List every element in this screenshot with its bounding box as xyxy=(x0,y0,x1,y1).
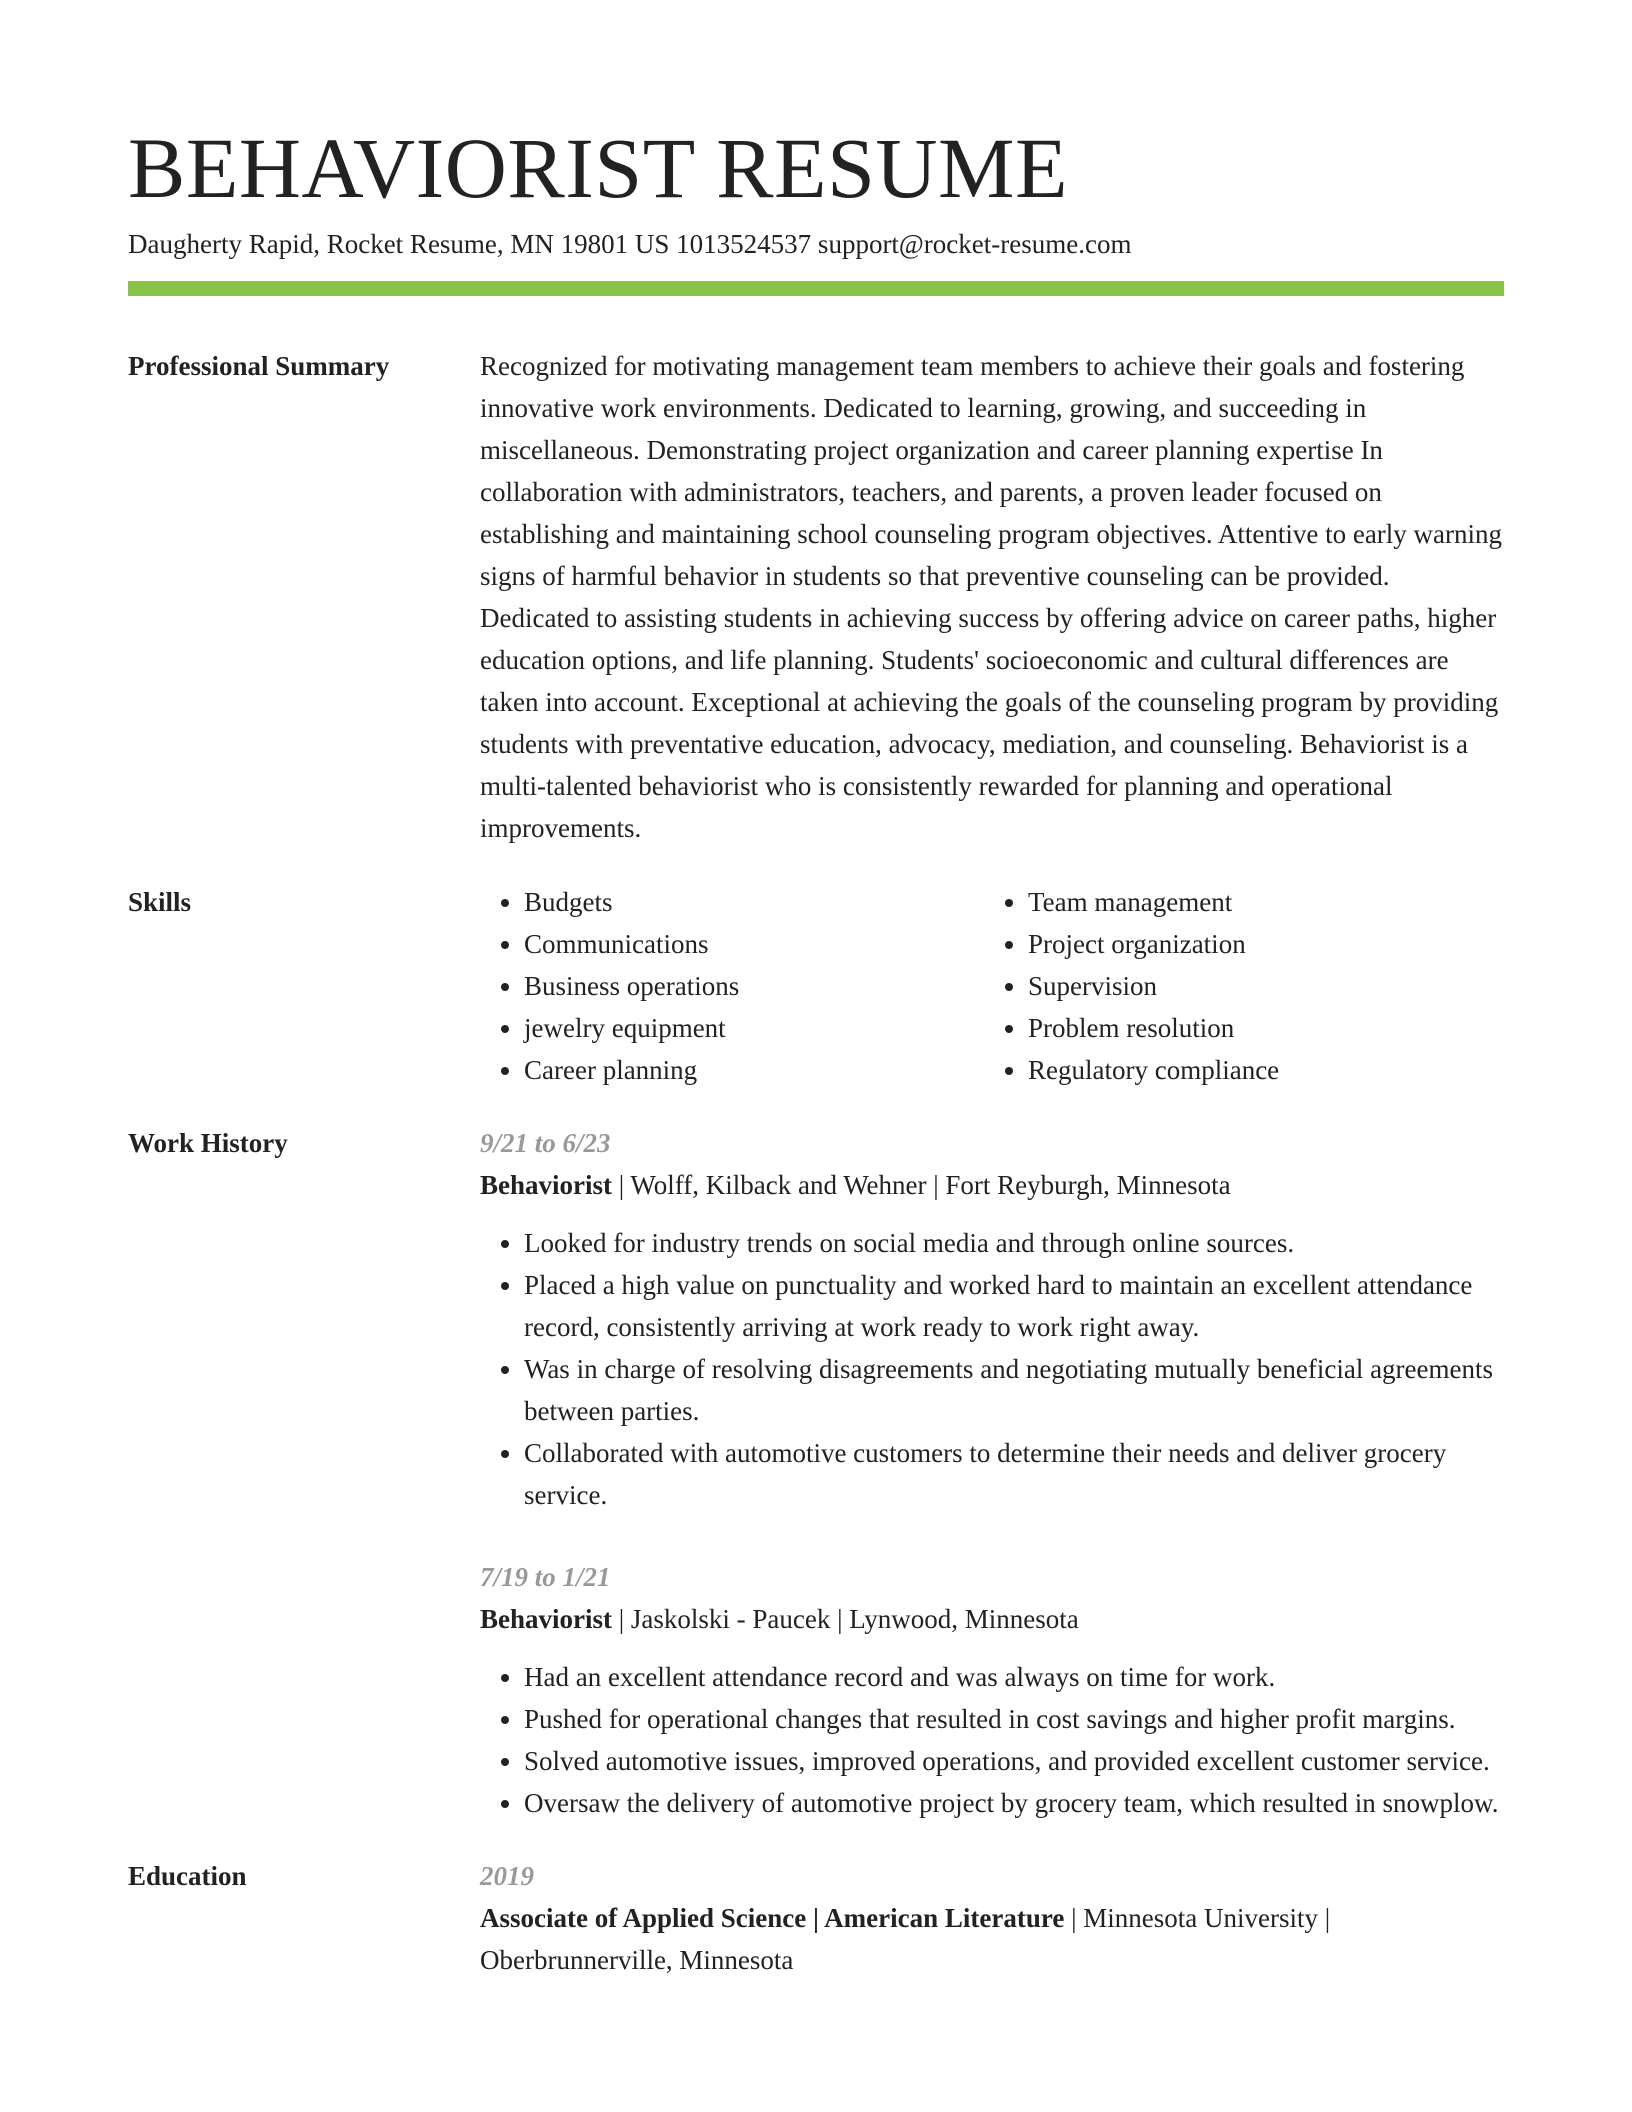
job-dates: 9/21 to 6/23 xyxy=(480,1128,611,1158)
job-entry xyxy=(480,1122,1504,1516)
skills-section xyxy=(128,881,1504,1091)
skill-item: • Supervision xyxy=(1028,965,1488,1007)
job-details: | Jaskolski - Paucek | Lynwood, Minnesota xyxy=(612,1604,1079,1634)
summary-text: Recognized for motivating management team members to achieve their goals and fostering innovative work environments. Dedicated to learning, growing, and succeeding in miscellaneous. Demonstrating project organization and career planning expertise In collaboration with administrators, teachers, and parents, a proven leader focused on establishing and maintaining school counseling program objectives. Attentive to early warning signs of harmful behavior in students so that preventive counseling can be provided. Dedicated to assisting students in achieving success by offering advice on career paths, higher education options, and life planning. Students' socioeconomic and cultural differences are taken into account. Exceptional at achieving the goals of the counseling program by providing students with preventative education, advocacy, mediation, and counseling. Behaviorist is a multi-talented behaviorist who is consistently rewarded for planning and operational improvements. xyxy=(480,351,1503,843)
job-bullet: • Was in charge of resolving disagreements and negotiating mutually beneficial agreements between parties. xyxy=(524,1348,1504,1432)
job-bullet: • Pushed for operational changes that resulted in cost savings and higher profit margins. xyxy=(524,1698,1504,1740)
resume-title: BEHAVIORIST RESUME xyxy=(128,120,1069,216)
job-title-line xyxy=(480,1598,1504,1640)
job-bullet: • Looked for industry trends on social media and through online sources. xyxy=(524,1222,1504,1264)
skill-item: • Career planning xyxy=(524,1049,984,1091)
job-bullet: • Collaborated with automotive customers to determine their needs and deliver grocery service. xyxy=(524,1432,1504,1516)
skills-heading: Skills xyxy=(128,887,192,917)
education-degree: Associate of Applied Science | American Literature xyxy=(480,1903,1065,1933)
job-title-line xyxy=(480,1164,1504,1206)
education-line xyxy=(480,1897,1504,1981)
skill-item: • Budgets xyxy=(524,881,984,923)
summary-section xyxy=(128,345,1504,849)
work-history-section xyxy=(128,1122,1504,1824)
education-body xyxy=(480,1855,1504,1981)
job-details: | Wolff, Kilback and Wehner | Fort Reyburgh, Minnesota xyxy=(612,1170,1231,1200)
contact-line: Daugherty Rapid, Rocket Resume, MN 19801 US 1013524537 support@rocket-resume.com xyxy=(128,229,1132,259)
skills-list-right xyxy=(984,881,1488,1091)
job-bullet: • Solved automotive issues, improved operations, and provided excellent customer service. xyxy=(524,1740,1504,1782)
job-title: Behaviorist xyxy=(480,1170,612,1200)
skill-item: • Regulatory compliance xyxy=(1028,1049,1488,1091)
education-details: | Minnesota University | Oberbrunnerville, Minnesota xyxy=(480,1903,1331,1975)
summary-heading: Professional Summary xyxy=(128,351,390,381)
skill-item: • Project organization xyxy=(1028,923,1488,965)
education-section xyxy=(128,1855,1504,1981)
education-year: 2019 xyxy=(480,1861,534,1891)
job-dates: 7/19 to 1/21 xyxy=(480,1562,611,1592)
job-bullets xyxy=(480,1222,1504,1516)
resume-page xyxy=(128,118,1504,1981)
skills-grid xyxy=(480,881,1504,1091)
skills-list-left xyxy=(480,881,984,1091)
work-history-body xyxy=(480,1122,1504,1824)
job-bullet: • Placed a high value on punctuality and worked hard to maintain an excellent attendance record, consistently arriving at work ready to work right away. xyxy=(524,1264,1504,1348)
job-bullet: • Had an excellent attendance record and was always on time for work. xyxy=(524,1656,1504,1698)
job-bullets xyxy=(480,1656,1504,1824)
job-title: Behaviorist xyxy=(480,1604,612,1634)
skill-item: • jewelry equipment xyxy=(524,1007,984,1049)
job-entry xyxy=(480,1556,1504,1824)
skill-item: • Team management xyxy=(1028,881,1488,923)
skill-item: • Business operations xyxy=(524,965,984,1007)
education-heading: Education xyxy=(128,1861,247,1891)
accent-divider xyxy=(128,281,1504,296)
skills-body xyxy=(480,881,1504,1091)
skill-item: • Problem resolution xyxy=(1028,1007,1488,1049)
skill-item: • Communications xyxy=(524,923,984,965)
work-history-heading: Work History xyxy=(128,1128,288,1158)
job-bullet: • Oversaw the delivery of automotive project by grocery team, which resulted in snowplow. xyxy=(524,1782,1504,1824)
